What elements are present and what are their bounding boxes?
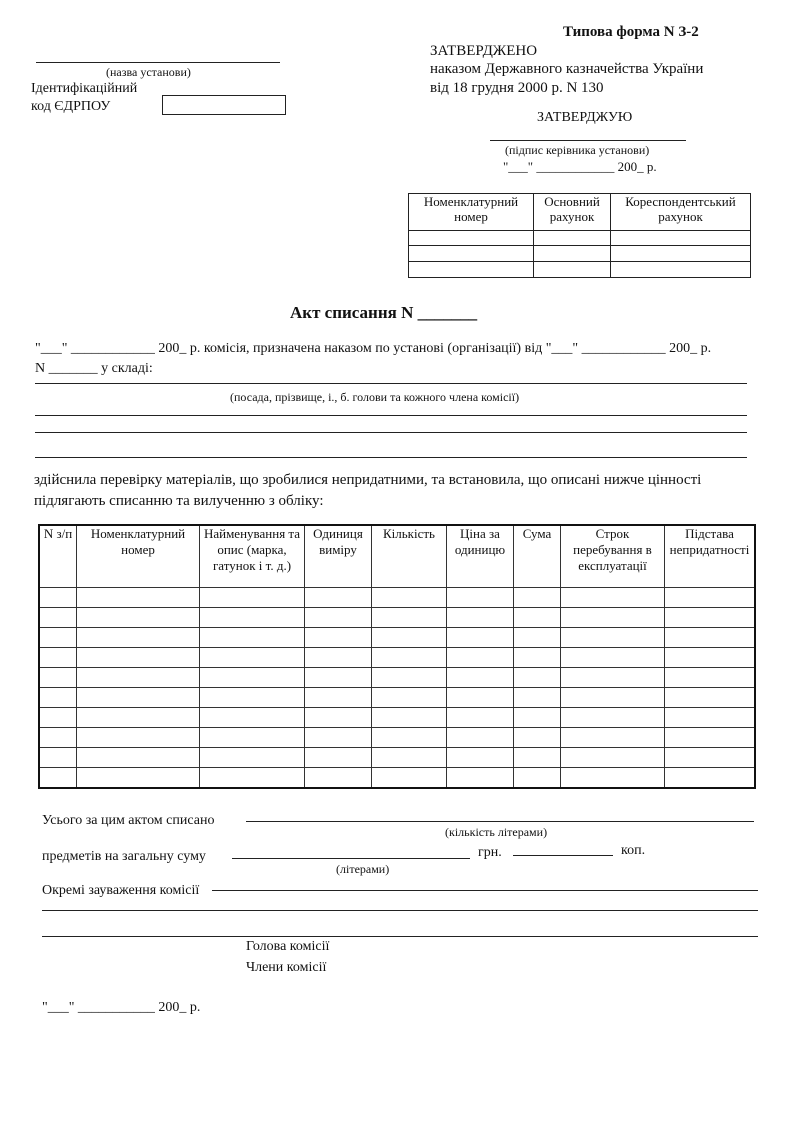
table-cell[interactable] <box>305 707 372 727</box>
table-cell[interactable] <box>39 767 77 788</box>
col-header-price: Ціна за одиницю <box>447 525 514 587</box>
account-cell[interactable] <box>409 231 534 246</box>
table-cell[interactable] <box>665 687 756 707</box>
table-cell[interactable] <box>665 627 756 647</box>
account-cell[interactable] <box>534 246 611 262</box>
kop-label: коп. <box>621 843 646 858</box>
table-cell[interactable] <box>372 767 447 788</box>
table-cell[interactable] <box>305 607 372 627</box>
table-cell[interactable] <box>514 667 561 687</box>
table-cell[interactable] <box>305 687 372 707</box>
edrpou-label-2: код ЄДРПОУ <box>31 99 111 114</box>
table-cell[interactable] <box>305 667 372 687</box>
table-cell[interactable] <box>39 607 77 627</box>
col-header-term: Строк перебування в експлуатації <box>561 525 665 587</box>
table-cell[interactable] <box>447 627 514 647</box>
table-cell[interactable] <box>200 747 305 767</box>
approve-date: "___" ____________ 200_ р. <box>503 159 657 174</box>
kopecks-line[interactable] <box>513 855 613 856</box>
commission-members-label: Члени комісії <box>246 960 327 975</box>
form-id: Типова форма N З-2 <box>563 24 699 40</box>
table-cell[interactable] <box>514 627 561 647</box>
table-row <box>39 747 755 767</box>
signature-line <box>490 140 686 141</box>
table-cell[interactable] <box>200 767 305 788</box>
table-row <box>39 647 755 667</box>
table-cell[interactable] <box>39 747 77 767</box>
account-cell[interactable] <box>534 231 611 246</box>
table-cell[interactable] <box>305 727 372 747</box>
table-cell[interactable] <box>305 747 372 767</box>
table-cell[interactable] <box>305 587 372 607</box>
remarks-line[interactable] <box>212 890 758 891</box>
members-line[interactable] <box>35 432 747 433</box>
table-row <box>39 687 755 707</box>
approval-order: наказом Державного казначейства України <box>430 61 704 77</box>
table-cell[interactable] <box>561 727 665 747</box>
table-cell[interactable] <box>39 587 77 607</box>
account-cell[interactable] <box>611 262 751 278</box>
table-cell[interactable] <box>39 707 77 727</box>
table-cell[interactable] <box>372 707 447 727</box>
account-cell[interactable] <box>534 262 611 278</box>
table-cell[interactable] <box>305 647 372 667</box>
col-header-reason: Підстава непридатності <box>665 525 756 587</box>
quantity-caption: (кількість літерами) <box>445 825 548 839</box>
table-cell[interactable] <box>447 667 514 687</box>
table-row <box>39 607 755 627</box>
table-cell[interactable] <box>514 747 561 767</box>
remarks-line[interactable] <box>42 936 758 937</box>
table-cell[interactable] <box>447 767 514 788</box>
table-cell[interactable] <box>561 587 665 607</box>
letters-caption: (літерами) <box>336 862 390 876</box>
table-cell[interactable] <box>77 767 200 788</box>
table-cell[interactable] <box>200 587 305 607</box>
table-cell[interactable] <box>39 627 77 647</box>
table-cell[interactable] <box>514 687 561 707</box>
account-cell[interactable] <box>611 246 751 262</box>
approve-title: ЗАТВЕРДЖУЮ <box>537 110 633 125</box>
table-cell[interactable] <box>561 647 665 667</box>
col-header-sum: Сума <box>514 525 561 587</box>
finding-line-2: підлягають списанню та вилученню з обліку: <box>34 493 324 509</box>
table-cell[interactable] <box>665 587 756 607</box>
table-cell[interactable] <box>561 667 665 687</box>
table-cell[interactable] <box>561 687 665 707</box>
table-cell[interactable] <box>561 767 665 788</box>
table-row <box>39 627 755 647</box>
items-table <box>38 524 756 789</box>
approval-date: від 18 грудня 2000 р. N 130 <box>430 80 604 96</box>
account-header-corr: Кореспондентський рахунок <box>611 194 751 231</box>
table-cell[interactable] <box>561 607 665 627</box>
institution-name-caption: (назва установи) <box>106 65 191 79</box>
table-cell[interactable] <box>372 687 447 707</box>
total-sum-label: предметів на загальну суму <box>42 849 206 864</box>
table-cell[interactable] <box>372 667 447 687</box>
table-cell[interactable] <box>447 647 514 667</box>
table-cell[interactable] <box>372 747 447 767</box>
table-cell[interactable] <box>665 707 756 727</box>
table-cell[interactable] <box>39 647 77 667</box>
head-of-commission-label: Голова комісії <box>246 939 330 954</box>
table-cell[interactable] <box>447 727 514 747</box>
table-cell[interactable] <box>665 767 756 788</box>
members-line[interactable] <box>35 415 747 416</box>
table-cell[interactable] <box>77 647 200 667</box>
edrpou-label-1: Ідентифікаційний <box>31 81 138 96</box>
col-header-unit: Одиниця виміру <box>305 525 372 587</box>
table-row <box>39 707 755 727</box>
table-cell[interactable] <box>665 747 756 767</box>
table-cell[interactable] <box>200 627 305 647</box>
table-cell[interactable] <box>39 667 77 687</box>
finding-line-1: здійснила перевірку матеріалів, що зробилися непридатними, та встановила, що описані нижче цінності <box>34 472 702 488</box>
table-row <box>39 667 755 687</box>
remarks-line[interactable] <box>42 910 758 911</box>
table-cell[interactable] <box>77 587 200 607</box>
intro-line-1: "___" ____________ 200_ р. комісія, призначена наказом по установі (організації) від "___" ____________ 200_ р. <box>35 341 712 356</box>
col-header-name: Найменування та опис (марка, гатунок і т. д.) <box>200 525 305 587</box>
account-cell[interactable] <box>611 231 751 246</box>
table-cell[interactable] <box>77 667 200 687</box>
signature-caption: (підпис керівника установи) <box>505 143 650 157</box>
table-cell[interactable] <box>305 767 372 788</box>
signature-date: "___" ___________ 200_ р. <box>42 1000 201 1015</box>
members-line[interactable] <box>35 383 747 384</box>
table-cell[interactable] <box>200 667 305 687</box>
act-title: Акт списання N _______ <box>290 303 478 322</box>
members-caption: (посада, прізвище, і., б. голови та кожного члена комісії) <box>230 390 520 404</box>
table-cell[interactable] <box>447 607 514 627</box>
table-cell[interactable] <box>200 647 305 667</box>
col-header-number: N з/п <box>39 525 77 587</box>
table-cell[interactable] <box>77 747 200 767</box>
institution-name-line <box>36 62 280 63</box>
table-cell[interactable] <box>561 747 665 767</box>
table-cell[interactable] <box>665 647 756 667</box>
table-cell[interactable] <box>665 667 756 687</box>
table-cell[interactable] <box>665 727 756 747</box>
sum-in-words-line[interactable] <box>232 858 470 859</box>
table-cell[interactable] <box>514 767 561 788</box>
table-cell[interactable] <box>447 687 514 707</box>
table-cell[interactable] <box>77 707 200 727</box>
account-cell[interactable] <box>409 262 534 278</box>
table-cell[interactable] <box>39 727 77 747</box>
table-cell[interactable] <box>561 707 665 727</box>
table-cell[interactable] <box>372 627 447 647</box>
table-cell[interactable] <box>514 647 561 667</box>
table-cell[interactable] <box>372 647 447 667</box>
account-header-main: Основний рахунок <box>534 194 611 231</box>
quantity-in-words-line[interactable] <box>246 821 754 822</box>
table-row <box>39 727 755 747</box>
remarks-label: Окремі зауваження комісії <box>42 883 200 898</box>
table-cell[interactable] <box>200 727 305 747</box>
table-cell[interactable] <box>561 627 665 647</box>
account-header-nomenclature: Номенклатурний номер <box>409 194 534 231</box>
table-cell[interactable] <box>372 727 447 747</box>
edrpou-code-field[interactable] <box>162 95 286 115</box>
table-cell[interactable] <box>77 627 200 647</box>
intro-line-2: N _______ у складі: <box>35 361 153 376</box>
table-cell[interactable] <box>77 687 200 707</box>
table-cell[interactable] <box>514 707 561 727</box>
table-row <box>39 587 755 607</box>
table-cell[interactable] <box>372 587 447 607</box>
table-cell[interactable] <box>39 687 77 707</box>
written-off-label: Усього за цим актом списано <box>42 813 215 828</box>
members-line[interactable] <box>35 457 747 458</box>
col-header-qty: Кількість <box>372 525 447 587</box>
account-table <box>408 193 751 278</box>
table-cell[interactable] <box>514 607 561 627</box>
table-cell[interactable] <box>200 607 305 627</box>
account-cell[interactable] <box>409 246 534 262</box>
table-cell[interactable] <box>514 587 561 607</box>
uah-label: грн. <box>478 845 502 860</box>
table-cell[interactable] <box>447 747 514 767</box>
table-cell[interactable] <box>447 587 514 607</box>
table-cell[interactable] <box>200 707 305 727</box>
table-cell[interactable] <box>665 607 756 627</box>
table-cell[interactable] <box>514 727 561 747</box>
approved-label: ЗАТВЕРДЖЕНО <box>430 43 538 59</box>
table-cell[interactable] <box>372 607 447 627</box>
table-row <box>39 767 755 788</box>
table-cell[interactable] <box>77 727 200 747</box>
table-cell[interactable] <box>200 687 305 707</box>
col-header-nomenclature: Номенклатурний номер <box>77 525 200 587</box>
table-cell[interactable] <box>77 607 200 627</box>
table-cell[interactable] <box>305 627 372 647</box>
table-cell[interactable] <box>447 707 514 727</box>
